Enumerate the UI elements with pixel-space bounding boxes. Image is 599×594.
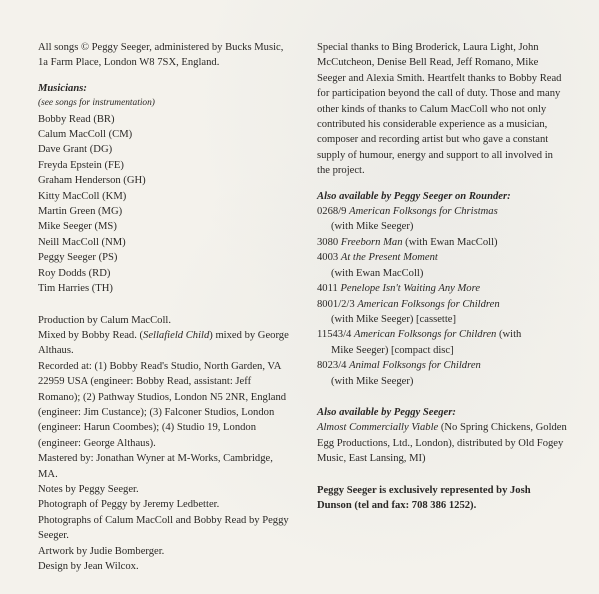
musician-item: Graham Henderson (GH) — [38, 175, 146, 187]
album-title: Almost Commercially Viable — [317, 422, 439, 434]
mixing-credit — [38, 328, 293, 359]
discography-item — [317, 358, 567, 373]
album-title: At the Present Moment — [340, 252, 438, 264]
also-available-item — [317, 420, 567, 466]
mastering-credit: Mastered by: Jonathan Wyner at M-Works, Cambridge, MA. — [38, 453, 273, 480]
musician-item: Calum MacColl (CM) — [38, 129, 133, 141]
catalog-number: 4003 — [317, 252, 339, 264]
rounder-heading: Also available by Peggy Seeger on Rounder: — [317, 190, 511, 202]
design-credit: Design by Jean Wilcox. — [38, 561, 139, 572]
discography-item — [317, 297, 567, 312]
also-available-heading: Also available by Peggy Seeger: — [317, 406, 456, 418]
discography-subline: (with Mike Seeger) — [331, 221, 414, 233]
photo-credit-peggy: Photograph of Peggy by Jeremy Ledbetter. — [38, 499, 220, 511]
album-title: American Folksongs for Christmas — [349, 206, 498, 218]
recording-credit: Recorded at: (1) Bobby Read's Studio, North Garden, VA 22959 USA (engineer: Bobby Read, assistant: Jeff Romano); (2) Pathway Studios, London N5 2NR, England (engineer: Jim Custance); (3) Falconer Studios, London (engineer: Harun Coombes); (4) Studio 19, London (engineer: George Althaus). — [38, 360, 287, 449]
right-column — [317, 40, 567, 513]
discography-subline: Mike Seeger) [compact disc] — [331, 344, 454, 356]
musicians-heading: Musicians: — [38, 82, 87, 94]
discography-subline: (with Mike Seeger) [cassette] — [331, 313, 457, 325]
discography-item — [317, 204, 567, 219]
musician-item: Freyda Epstein (FE) — [38, 159, 124, 171]
musician-item: Martin Green (MG) — [38, 206, 123, 218]
musician-item: Bobby Read (BR) — [38, 113, 115, 125]
musician-item: Dave Grant (DG) — [38, 144, 113, 156]
musician-item: Neill MacColl (NM) — [38, 236, 126, 248]
rounder-discography — [317, 204, 567, 389]
catalog-number: 4011 — [317, 283, 338, 295]
musicians-note: (see songs for instrumentation) — [38, 98, 155, 109]
mixing-text-pre: Mixed by Bobby Read. ( — [38, 329, 144, 341]
thanks-paragraph: Special thanks to Bing Broderick, Laura Light, John McCutcheon, Denise Bell Read, Jeff Romano, Mike Seeger and Alexia Smith. Heartfelt thanks to Bobby Read for participation beyond the call of duty. Those and many other kinds of thanks to Calum MacColl who not only contributed his considerable experience as a musician, composer and recording artist but who gave a constant supply of humour, energy and support to all involved in the project. — [317, 42, 562, 177]
mixing-song-title: Sellafield Child — [143, 329, 210, 341]
discography-subline: (with Mike Seeger) — [331, 375, 414, 387]
catalog-number: 0268/9 — [317, 206, 347, 218]
musician-item: Mike Seeger (MS) — [38, 221, 117, 233]
musician-item: Roy Dodds (RD) — [38, 267, 111, 279]
discography-item — [317, 250, 567, 265]
left-column — [38, 40, 293, 574]
discography-item — [317, 235, 567, 250]
musician-item: Peggy Seeger (PS) — [38, 252, 118, 264]
musician-item: Kitty MacColl (KM) — [38, 190, 127, 202]
album-title: Animal Folksongs for Children — [349, 360, 481, 372]
album-details: (No Spring Chickens, Golden Egg Productions, Ltd., London), distributed by Old Fogey Music, East Lansing, MI) — [317, 422, 567, 465]
album-note: (with — [496, 329, 522, 341]
mixing-text-post: ) mixed by George Althaus. — [38, 329, 289, 357]
production-credit: Production by Calum MacColl. — [38, 314, 172, 326]
catalog-number: 8023/4 — [317, 360, 347, 372]
discography-item — [317, 327, 567, 342]
discography-subline: (with Ewan MacColl) — [331, 267, 424, 279]
album-note: (with Ewan MacColl) — [402, 236, 498, 248]
album-title: American Folksongs for Children — [354, 329, 497, 341]
discography-item — [317, 281, 567, 296]
photo-credit-others: Photographs of Calum MacColl and Bobby Read by Peggy Seeger. — [38, 514, 289, 542]
album-title: Freeborn Man — [340, 236, 403, 248]
copyright-notice: All songs © Peggy Seeger, administered by Bucks Music, 1a Farm Place, London W8 7SX, England. — [38, 42, 284, 69]
catalog-number: 3080 — [317, 236, 339, 248]
musician-item: Tim Harries (TH) — [38, 283, 113, 295]
catalog-number: 11543/4 — [317, 329, 352, 341]
album-title: American Folksongs for Children — [357, 298, 500, 310]
album-title: Penelope Isn't Waiting Any More — [340, 283, 481, 295]
catalog-number: 8001/2/3 — [317, 298, 355, 310]
notes-credit: Notes by Peggy Seeger. — [38, 483, 139, 495]
musicians-list — [38, 112, 293, 297]
artwork-credit: Artwork by Judie Bomberger. — [38, 545, 165, 557]
representation-notice: Peggy Seeger is exclusively represented by Josh Dunson (tel and fax: 708 386 1252). — [317, 484, 531, 511]
